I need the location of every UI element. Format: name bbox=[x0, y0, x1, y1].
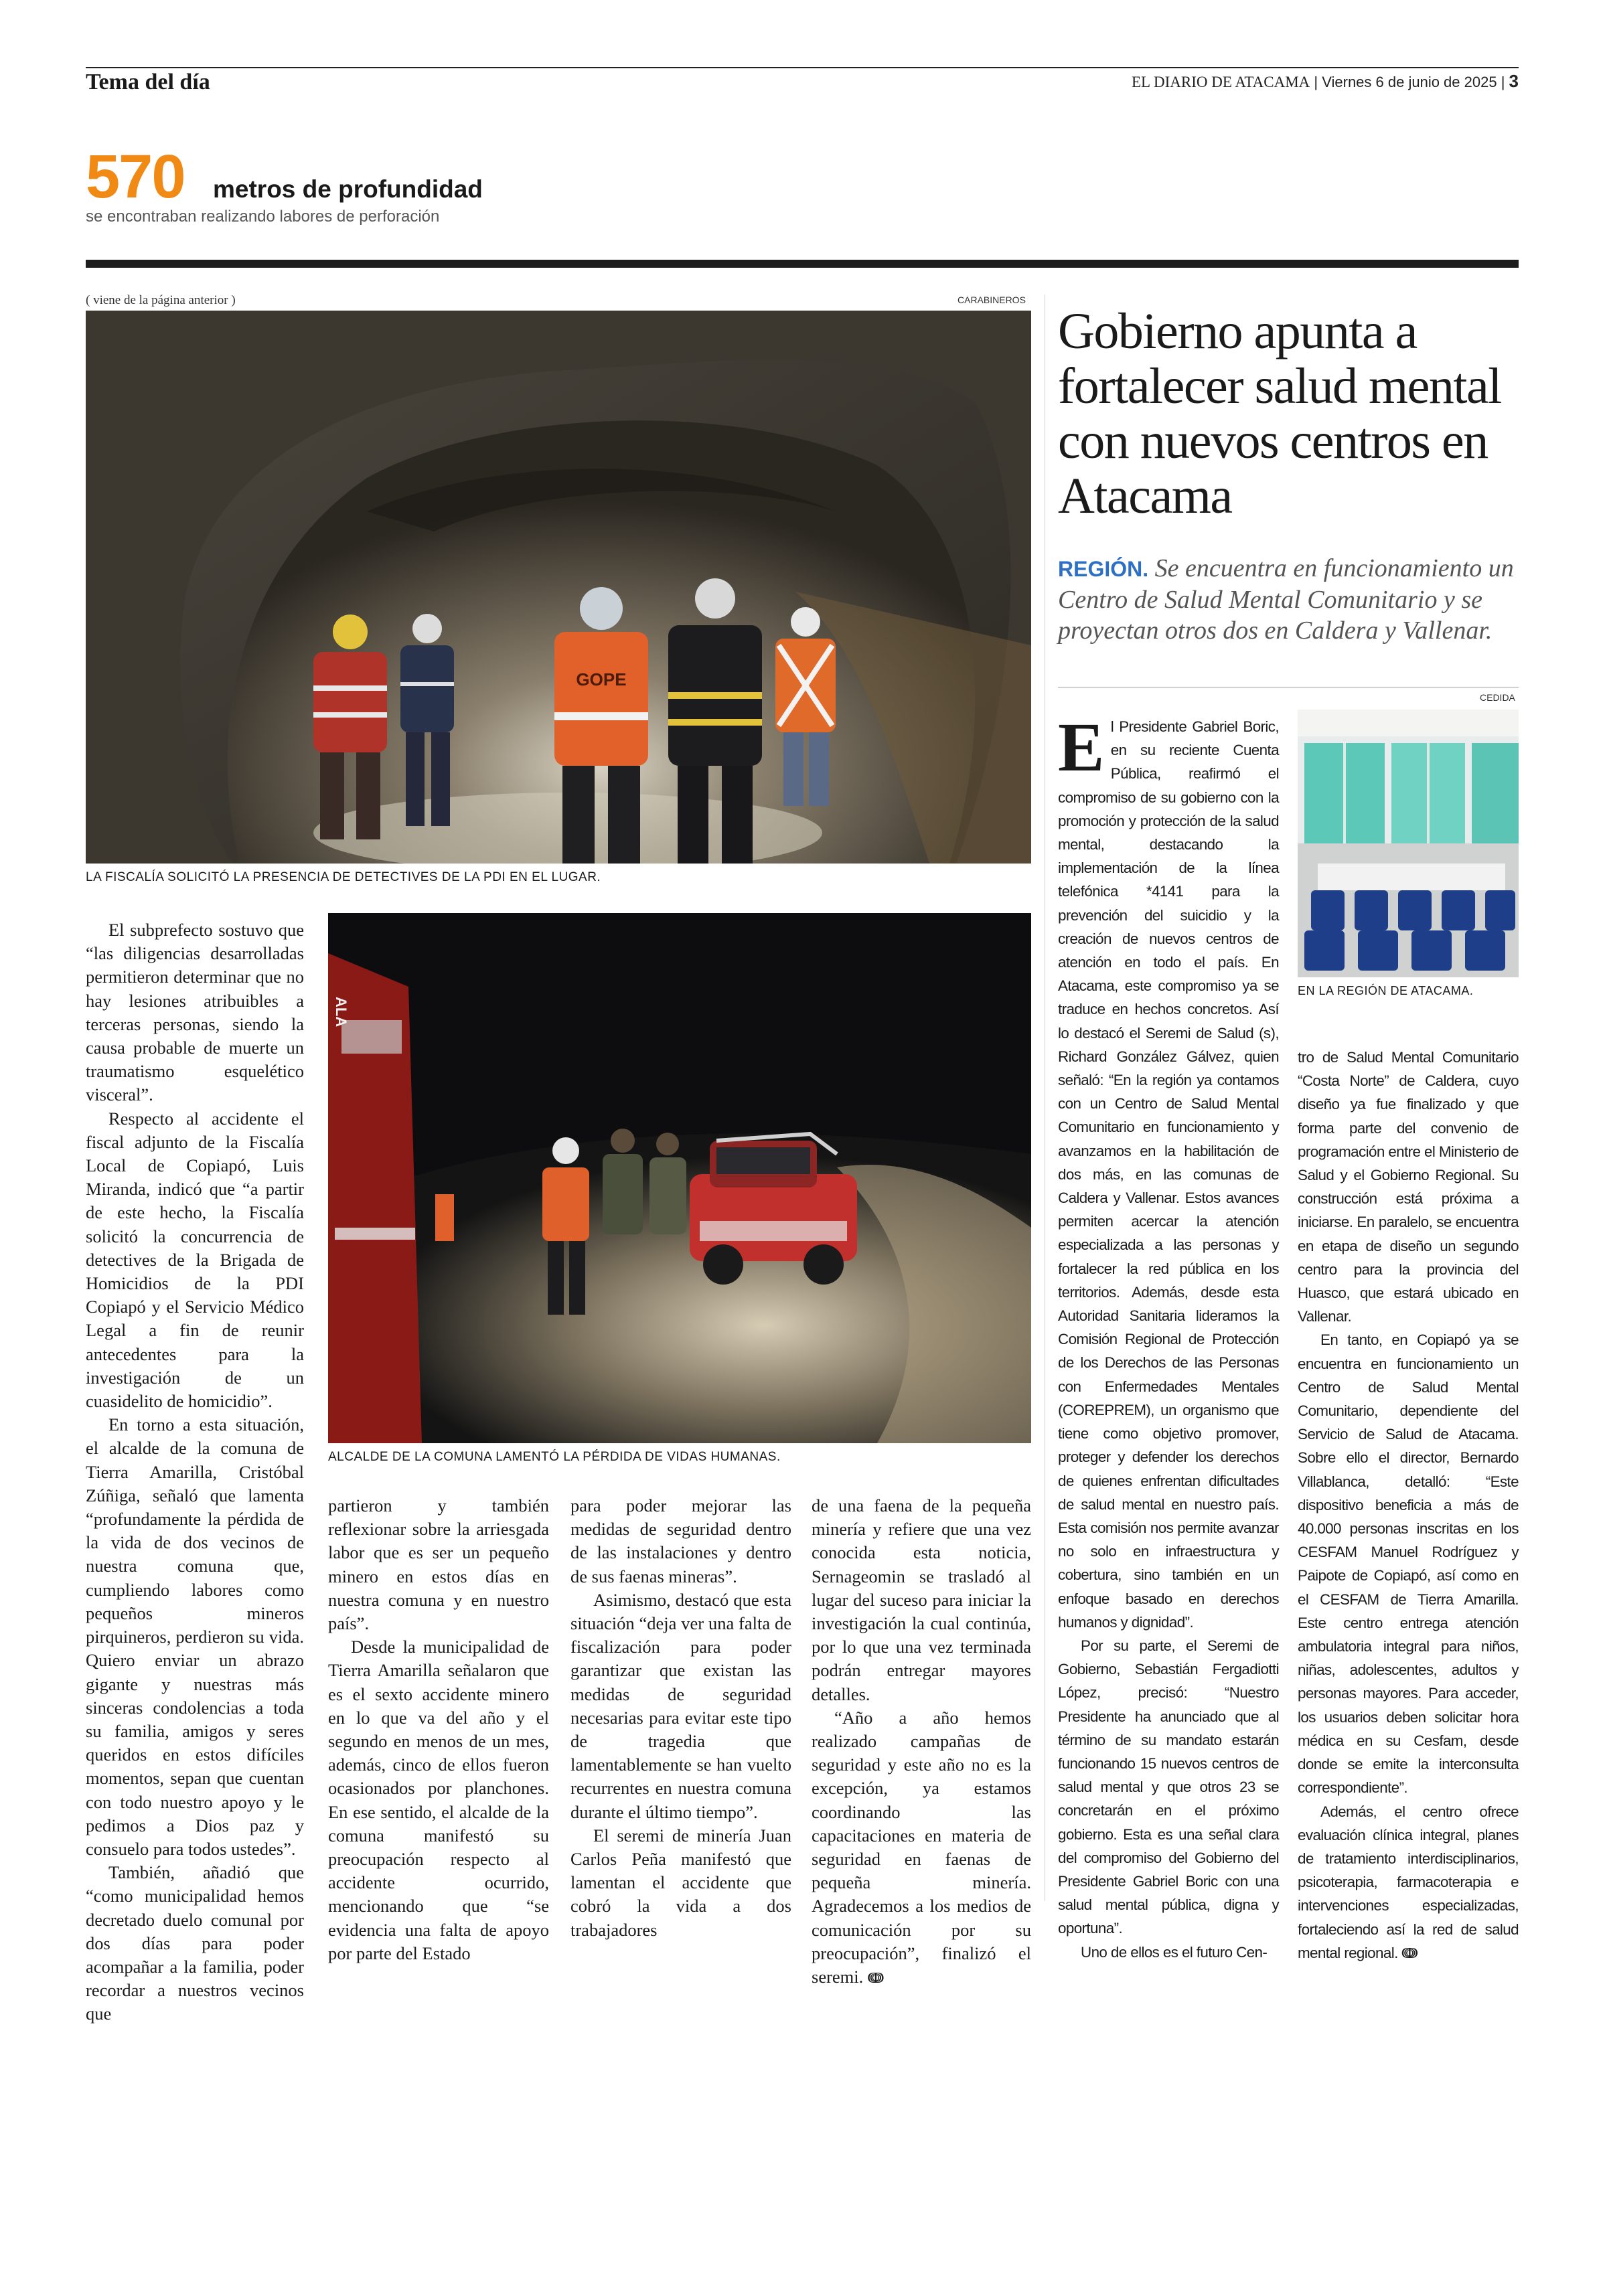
paragraph: Desde la municipalidad de Tierra Amarilla señalaron que es el sexto accidente minero en lo que va del año y el segundo en menos de un mes, además, cinco de ellos fueron ocasionados por planchones. En ese sentido, el alcalde de la comuna manifestó su preocupación respecto al accidente ocurrido, mencionando que “se evidencia una falta de apoyo por parte del Estado bbox=[328, 1637, 549, 1963]
paragraph: En tanto, en Copiapó ya se encuentra en funcionamiento un Centro de Salud Mental Comunitario, dependiente del Servicio de Salud de Atacama. Sobre ello el director, Bernardo Villablanca, detalló: “Este dispositivo beneficia a más de 40.000 personas inscritas en los CESFAM Manuel Rodríguez y Paipote de Copiapó, así como en el CESFAM de Tierra Amarilla. Este centro entrega atención ambulatoria integral para niños, niñas, adolescentes, adultos y personas mayores. Para acceder, los usuarios deben solicitar hora médica en su Cesfam, desde donde se emite la interconsulta correspondiente”. bbox=[1298, 1331, 1519, 1797]
paragraph-text: Además, el centro ofrece evaluación clínica integral, planes de tratamiento interdisciplinarios, psicoterapia, farmacoterapia e intervenciones especializadas, fortaleciendo así la red de salud mental regional. bbox=[1298, 1803, 1519, 1961]
lead-paragraph bbox=[1058, 709, 1279, 1634]
end-mark-icon: ↈ bbox=[1401, 1945, 1418, 1962]
svg-text:GOPE: GOPE bbox=[576, 669, 627, 689]
page-number: 3 bbox=[1509, 71, 1519, 91]
header-rule bbox=[86, 67, 1519, 68]
paragraph: En torno a esta situación, el alcalde de la comuna de Tierra Amarilla, Cristóbal Zúñiga, señaló que lamenta “profundamente la pérdida de la vida de dos vecinos de nuestra comuna que, cumpliendo labores como pequeños mineros pirquineros, perdieron su vida. Quiero enviar un abrazo gigante y nuestras más sinceras condolencias a toda su familia, amigos y seres queridos en estos difíciles momentos, sepan que cuentan con todo nuestro apoyo y le pedimos a Dios paz y consuelo para todos ustedes”. bbox=[86, 1414, 304, 1859]
issue-date: | Viernes 6 de junio de 2025 | bbox=[1314, 74, 1505, 90]
stat-subtitle: se encontraban realizando labores de perforación bbox=[86, 208, 440, 226]
deck-text: Se encuentra en funcionamiento un Centro de Salud Mental Comunitario y se proyectan otros dos en Caldera y Vallenar. bbox=[1058, 554, 1514, 645]
left-column-4 bbox=[812, 1494, 1031, 1990]
masthead bbox=[1132, 71, 1519, 92]
night-scene-photo bbox=[328, 913, 1031, 1443]
paragraph bbox=[812, 1706, 1031, 1990]
kicker: REGIÓN. bbox=[1058, 557, 1149, 581]
paragraph: Por su parte, el Seremi de Gobierno, Sebastián Fergadiotti López, precisó: “Nuestro Presidente ha anunciado que al término de su mandato estarán funcionando 15 nuevos centros de salud mental y que otros 23 se concretarán en el próximo gobierno. Esta es una señal clara del compromiso del Gobierno del Presidente Gabriel Boric con una salud mental pública, digna y oportuna”. bbox=[1058, 1637, 1279, 1937]
right-column-1 bbox=[1058, 709, 1279, 1964]
section-title: Tema del día bbox=[86, 70, 210, 94]
photo1-caption: LA FISCALÍA SOLICITÓ LA PRESENCIA DE DETECTIVES DE LA PDI EN EL LUGAR. bbox=[86, 870, 601, 884]
paragraph: Asimismo, destacó que esta situación “deja ver una falta de fiscalización para poder garantizar que existan las medidas de seguridad necesarias para evitar este tipo de tragedia que lamentablemente se han vuelto recurrentes en nuestra comuna durante el último tiempo”. bbox=[570, 1589, 791, 1822]
health-center-photo bbox=[1298, 710, 1519, 977]
night-scene-illustration bbox=[328, 913, 1031, 1443]
left-column-1 bbox=[86, 918, 304, 2026]
paragraph: También, añadió que “como municipalidad hemos decretado duelo comunal por dos días para poder acompañar a la familia, poder recordar a nuestros vecinos que bbox=[86, 1862, 304, 2024]
paragraph: de una faena de la pequeña minería y refiere que una vez conocida esta noticia, Sernageomin se trasladó al lugar del suceso para iniciar la investigación la cual continúa, por lo que una vez terminada podrán entregar mayores detalles. bbox=[812, 1495, 1031, 1704]
photo2-caption: ALCALDE DE LA COMUNA LAMENTÓ LA PÉRDIDA DE VIDAS HUMANAS. bbox=[328, 1450, 781, 1464]
mine-tunnel-photo bbox=[86, 311, 1031, 864]
right-column-2 bbox=[1298, 1046, 1519, 1965]
photo3-caption: EN LA REGIÓN DE ATACAMA. bbox=[1298, 984, 1474, 997]
lead-text: l Presidente Gabriel Boric, en su reciente Cuenta Pública, reafirmó el compromiso de su gobierno con la promoción y protección de la salud mental, destacando la implementación de la línea telefónica *4141 para la prevención del suicidio y la creación de nuevos centros de atención en todo el país. En Atacama, este compromiso ya se traduce en hechos concretos. Así lo destacó el Seremi de Salud (s), Richard González Gálvez, quien señaló: “En la región ya contamos con un Centro de Salud Mental Comunitario en funcionamiento y avanzamos en la habilitación de dos más, en las comunas de Caldera y Vallenar. Estos avances permiten acercar la atención especializada a las personas y fortalecer la red pública en los territorios. Además, desde esta Autoridad Sanitaria lideramos la Comisión Regional de Protección de los Derechos de las Personas con Enfermedades Mentales (COREPREM), un organismo que tiene como objetivo promover, proteger y defender los derechos de quienes enfrentan dificultades de salud mental en nuestro país. Esta comisión nos permite avanzar no solo en infraestructura y cobertura, sino también en un enfoque basado en derechos humanos y dignidad”. bbox=[1058, 718, 1279, 1631]
photo3-credit: CEDIDA bbox=[1480, 692, 1515, 703]
truck-text: ALA bbox=[333, 997, 350, 1028]
mine-tunnel-illustration bbox=[86, 311, 1031, 864]
paragraph: Uno de ellos es el futuro Cen- bbox=[1081, 1943, 1268, 1961]
left-column-3 bbox=[570, 1494, 791, 1942]
stat-unit: metros de profundidad bbox=[213, 175, 483, 203]
continued-note: ( viene de la página anterior ) bbox=[86, 293, 236, 307]
paragraph: partieron y también reflexionar sobre la arriesgada labor que es ser un pequeño minero en estos días en nuestra comuna y en nuestro país”. bbox=[328, 1495, 549, 1634]
headline: Gobierno apunta a fortalecer salud mental con nuevos centros en Atacama bbox=[1058, 303, 1501, 524]
paragraph-text: “Año a año hemos realizado campañas de seguridad y este año no es la excepción, ya estamos coordinando las capacitaciones en materia de seguridad en faenas de pequeña minería. Agradecemos a los medios de comunicación por su preocupación”, finalizó el seremi. bbox=[812, 1707, 1031, 1987]
end-mark-icon: ↈ bbox=[867, 1970, 884, 1987]
paragraph: El subprefecto sostuvo que “las diligencias desarrolladas permitieron determinar que no hay lesiones atribuibles a terceras personas, siendo la causa probable de muerte un traumatismo esquelético visceral”. bbox=[86, 920, 304, 1105]
stat-number: 570 bbox=[86, 143, 185, 211]
paragraph: El seremi de minería Juan Carlos Peña manifestó que lamentan el accidente que cobró la vida a dos trabajadores bbox=[570, 1825, 791, 1940]
left-column-2 bbox=[328, 1494, 549, 1965]
paragraph: tro de Salud Mental Comunitario “Costa Norte” de Caldera, cuyo diseño ya fue finalizado y que forma parte del convenio de programación entre el Ministerio de Salud y el Gobierno Regional. Su construcción está próxima a iniciarse. En paralelo, se encuentra en etapa de diseño un segundo centro para la provincia del Huasco, que estará ubicado en Vallenar. bbox=[1298, 1049, 1519, 1325]
drop-cap: E bbox=[1058, 709, 1104, 786]
paragraph bbox=[1298, 1800, 1519, 1965]
paragraph: para poder mejorar las medidas de seguridad dentro de las instalaciones y dentro de sus faenas mineras”. bbox=[570, 1495, 791, 1586]
section-rule bbox=[86, 260, 1519, 268]
photo1-credit: CARABINEROS bbox=[958, 295, 1026, 305]
paper-name: EL DIARIO DE ATACAMA bbox=[1132, 74, 1310, 90]
fire-truck bbox=[328, 953, 422, 1443]
health-center-illustration bbox=[1298, 710, 1519, 977]
deck bbox=[1058, 553, 1527, 646]
paragraph: Respecto al accidente el fiscal adjunto de la Fiscalía Local de Copiapó, Luis Miranda, indicó que “a partir de este hecho, la Fiscalía solicitó la concurrencia de detectives de la Brigada de Homicidios de la PDI Copiapó y el Servicio Médico Legal a fin de reunir antecedentes para la investigación de un cuasidelito de homicidio”. bbox=[86, 1108, 304, 1412]
